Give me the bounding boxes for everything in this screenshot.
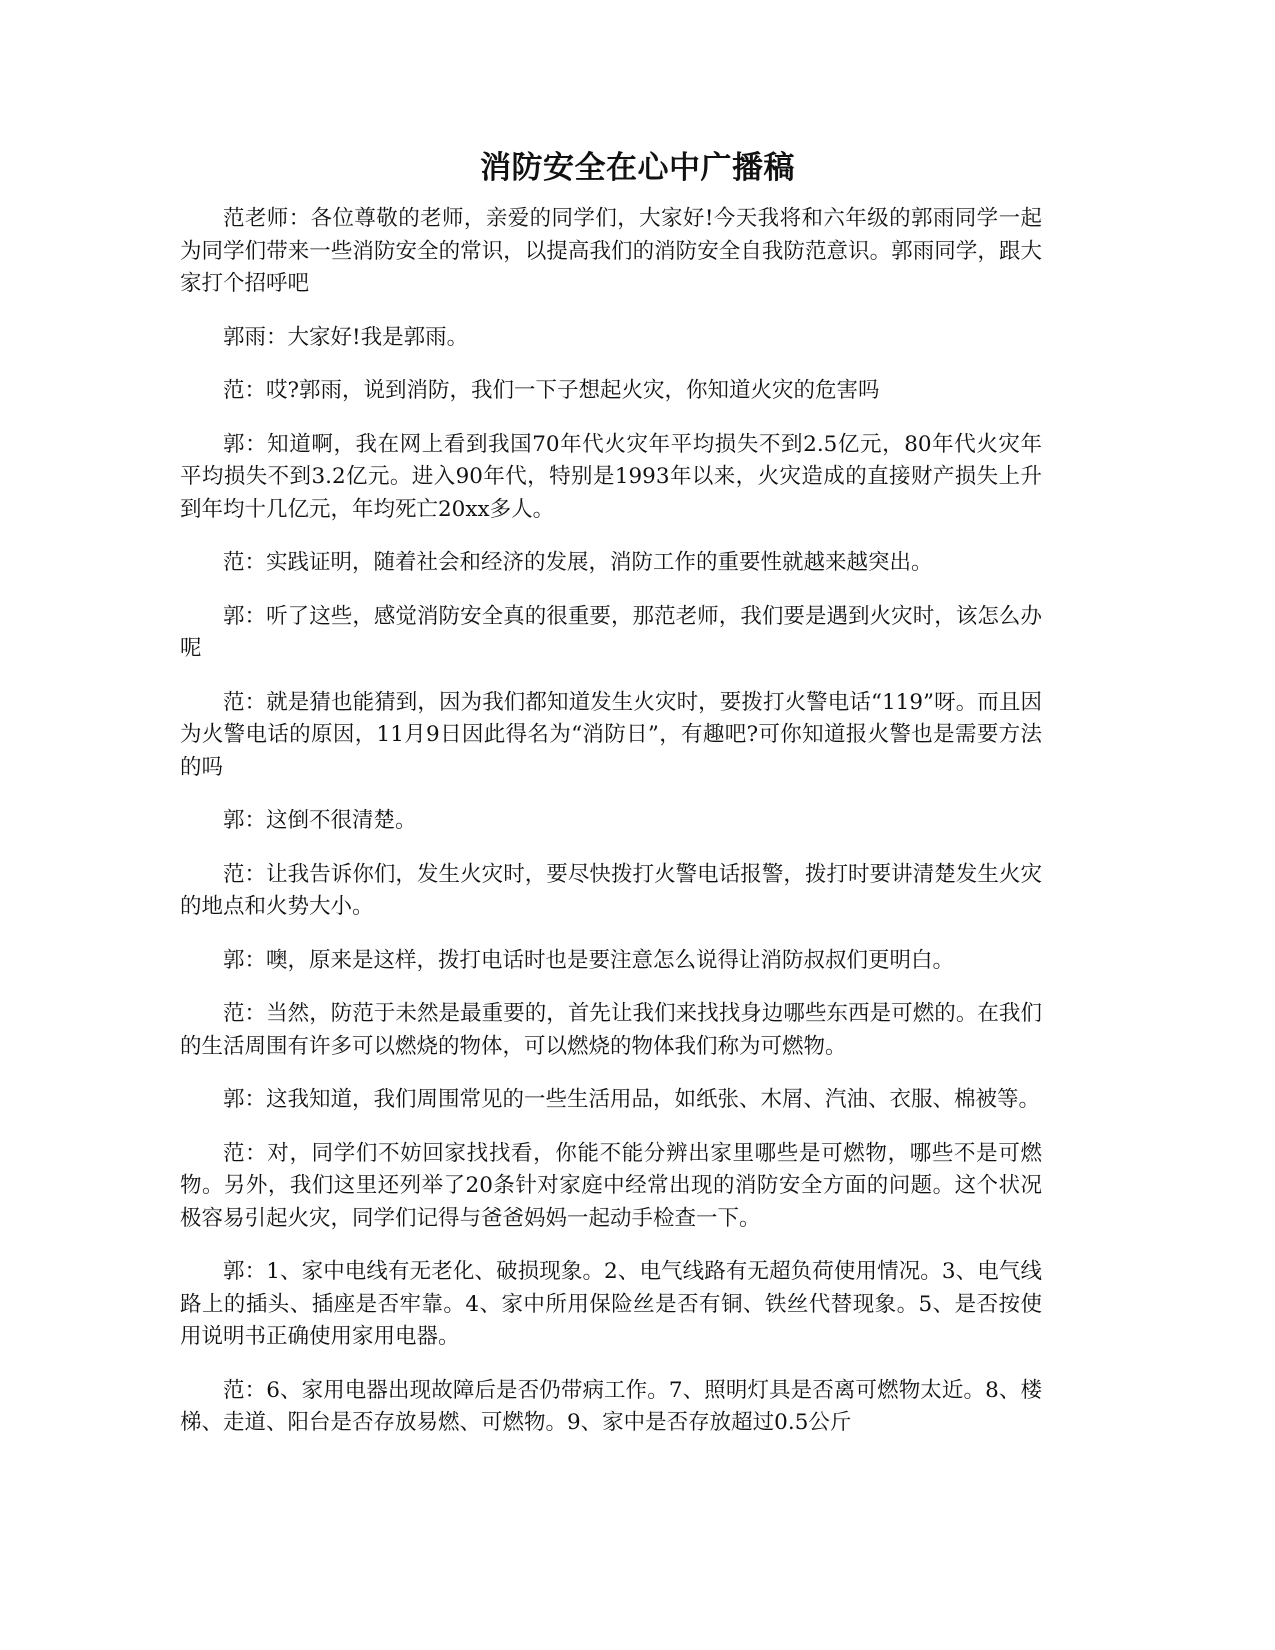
paragraph: 郭：知道啊，我在网上看到我国70年代火灾年平均损失不到2.5亿元，80年代火灾年平均损失不到3.2亿元。进入90年代，特别是1993年以来，火灾造成的直接财产损失上升到年均十几亿元，年均死亡20xx多人。 [180,431,1042,522]
paragraph: 郭：听了这些，感觉消防安全真的很重要，那范老师，我们要是遇到火灾时，该怎么办呢 [180,603,1042,661]
paragraph: 范：实践证明，随着社会和经济的发展，消防工作的重要性就越来越突出。 [223,550,933,575]
paragraph: 范：当然，防范于未然是最重要的，首先让我们来找找身边哪些东西是可燃的。在我们的生活周围有许多可以燃烧的物体，可以燃烧的物体我们称为可燃物。 [180,1001,1042,1059]
paragraph: 郭雨：大家好!我是郭雨。 [223,324,469,350]
document-body [180,203,1042,1461]
paragraph: 郭：噢，原来是这样，拨打电话时也是要注意怎么说得让消防叔叔们更明白。 [223,947,955,973]
paragraph: 郭：1、家中电线有无老化、破损现象。2、电气线路有无超负荷使用情况。3、电气线路上的插头、插座是否牢靠。4、家中所用保险丝是否有铜、铁丝代替现象。5、是否按使用说明书正确使用家用电器。 [180,1259,1042,1349]
paragraph: 范：6、家用电器出现故障后是否仍带病工作。7、照明灯具是否离可燃物太近。8、楼梯、走道、阳台是否存放易燃、可燃物。9、家中是否存放超过0.5公斤 [180,1377,1042,1435]
paragraph: 范：哎?郭雨，说到消防，我们一下子想起火灾，你知道火灾的危害吗 [223,378,880,403]
paragraph: 范老师：各位尊敬的老师，亲爱的同学们，大家好!今天我将和六年级的郭雨同学一起为同学们带来一些消防安全的常识，以提高我们的消防安全自我防范意识。郭雨同学，跟大家打个招呼吧 [180,206,1042,296]
paragraph: 郭：这倒不很清楚。 [223,808,417,833]
document-title: 消防安全在心中广播稿 [480,150,795,186]
paragraph: 范：让我告诉你们，发生火灾时，要尽快拨打火警电话报警，拨打时要讲清楚发生火灾的地点和火势大小。 [180,861,1042,919]
paragraph: 范：对，同学们不妨回家找找看，你能不能分辨出家里哪些是可燃物，哪些不是可燃物。另外，我们这里还列举了20条针对家庭中经常出现的消防安全方面的问题。这个状况极容易引起火灾，同学们记得与爸爸妈妈一起动手检查一下。 [180,1140,1042,1231]
paragraph: 范：就是猜也能猜到，因为我们都知道发生火灾时，要拨打火警电话“119”呀。而且因为火警电话的原因，11月9日因此得名为“消防日”，有趣吧?可你知道报火警也是需要方法的吗 [180,689,1042,780]
paragraph: 郭：这我知道，我们周围常见的一些生活用品，如纸张、木屑、汽油、衣服、棉被等。 [223,1087,1041,1112]
